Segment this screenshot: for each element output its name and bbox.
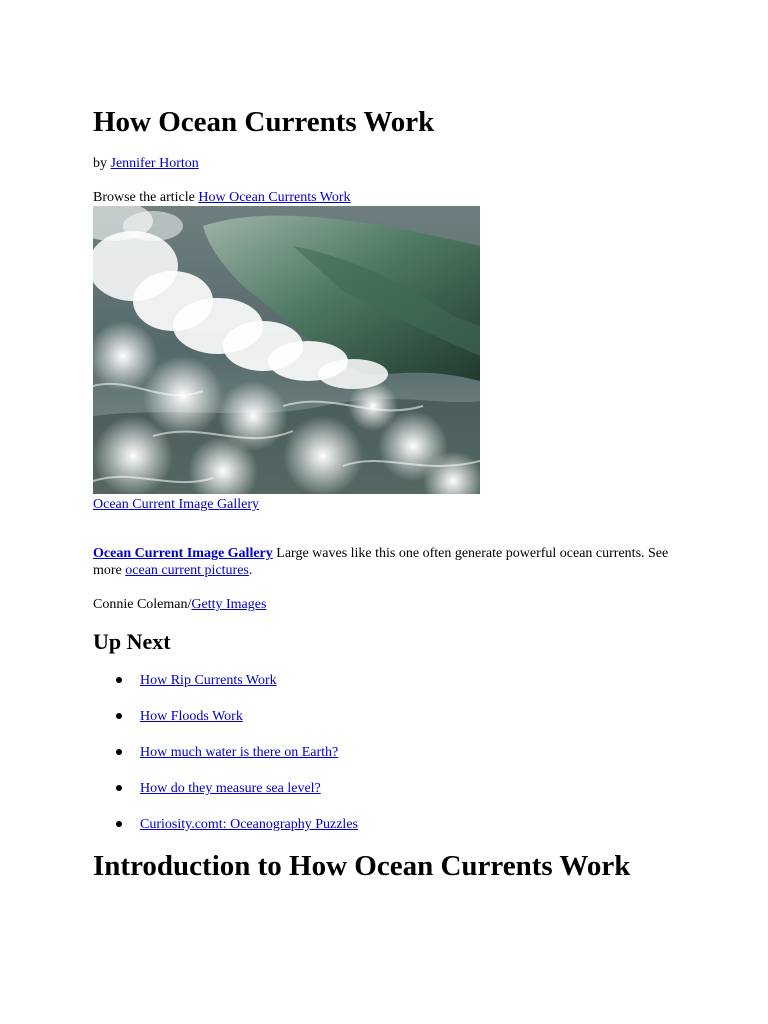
article-title: How Ocean Currents Work (93, 106, 435, 138)
caption-end: . (248, 563, 253, 578)
list-item (93, 816, 593, 852)
list-item (93, 708, 593, 744)
bullet-icon (116, 785, 122, 791)
introduction-heading: Introduction to How Ocean Currents Work (93, 850, 631, 882)
up-next-list (93, 672, 593, 852)
up-next-link-sea-level[interactable]: How do they measure sea level? (140, 781, 321, 796)
up-next-link-floods[interactable]: How Floods Work (140, 709, 243, 724)
bullet-icon (116, 749, 122, 755)
byline (93, 155, 199, 172)
image-caption (93, 545, 673, 579)
browse-line (93, 189, 351, 206)
image-gallery-line (93, 496, 259, 513)
list-item (93, 780, 593, 816)
caption-gallery-link[interactable]: Ocean Current Image Gallery (93, 546, 273, 561)
photographer-name: Connie Coleman/ (93, 597, 192, 612)
bullet-icon (116, 677, 122, 683)
bullet-icon (116, 821, 122, 827)
getty-images-link[interactable]: Getty Images (191, 597, 267, 612)
list-item (93, 672, 593, 708)
bullet-icon (116, 713, 122, 719)
caption-text: Large waves like this one often generate powerful ocean currents. See more (93, 546, 669, 578)
image-gallery-link[interactable]: Ocean Current Image Gallery (93, 497, 259, 512)
up-next-link-rip-currents[interactable]: How Rip Currents Work (140, 673, 277, 688)
browse-prefix: Browse the article (93, 190, 199, 205)
ocean-wave-photo[interactable] (93, 206, 480, 494)
up-next-link-oceanography-puzzles[interactable]: Curiosity.comt: Oceanography Puzzles (140, 817, 358, 832)
list-item (93, 744, 593, 780)
photo-credit (93, 596, 266, 613)
up-next-link-water-on-earth[interactable]: How much water is there on Earth? (140, 745, 339, 760)
up-next-heading: Up Next (93, 629, 171, 654)
author-link[interactable]: Jennifer Horton (110, 156, 199, 171)
browse-article-link[interactable]: How Ocean Currents Work (198, 190, 351, 205)
byline-prefix: by (93, 156, 111, 171)
more-pictures-link[interactable]: ocean current pictures (125, 563, 249, 578)
